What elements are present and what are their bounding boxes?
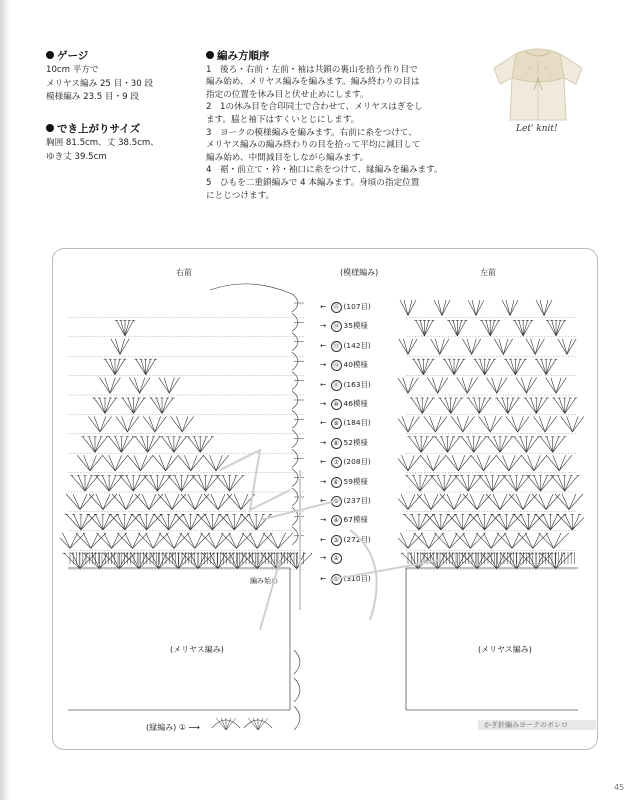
procedure-line: 2 1の休み目を合印同士で合わせて、メリヤスはぎをし: [206, 102, 423, 113]
row-count: 35模様: [343, 321, 368, 331]
stockinette-label-right: (メリヤス編み): [170, 645, 224, 654]
row-number: ⑪: [331, 380, 342, 391]
row-count: 46模様: [343, 399, 368, 408]
row-number: ⑧: [331, 438, 342, 449]
row-number: ⑥: [331, 477, 342, 488]
size-line: ゆき丈 39.5cm: [46, 151, 107, 162]
row-count: 40模様: [343, 360, 368, 370]
row-count: (208目): [343, 457, 371, 467]
arrow-right-icon: ⟶: [185, 723, 200, 732]
edging-row-number: ①: [178, 723, 186, 732]
arrow-left-icon: ←: [320, 340, 329, 350]
row-number: ④: [331, 515, 342, 526]
edging-label: [146, 722, 200, 733]
procedure-line: メリヤス編みの編み終わりの目を拾って平均に減目して: [206, 140, 421, 151]
gauge-heading: ゲージ: [57, 50, 89, 62]
arrow-right-icon: →: [320, 553, 329, 563]
row-count: (237目): [343, 496, 371, 505]
row-label: [320, 340, 371, 352]
row-label: [320, 320, 368, 332]
bullet-icon: [206, 51, 214, 59]
arrow-left-icon: ←: [320, 457, 329, 467]
row-number: ⑬: [331, 341, 342, 352]
row-number: ①: [331, 574, 342, 585]
row-label: [320, 379, 371, 391]
left-front-label: 左前: [480, 268, 496, 277]
procedure-line: 4 裾・前立て・衿・袖口に糸をつけて、縁編みを編みます。: [206, 165, 443, 176]
arrow-left-icon: ←: [320, 496, 329, 505]
row-count: (107目): [343, 302, 371, 311]
arrow-right-icon: →: [320, 515, 329, 525]
book-spine-shadow: [0, 0, 10, 800]
row-count: (142目): [343, 340, 371, 350]
row-count: (272目): [343, 534, 371, 544]
size-heading: でき上がりサイズ: [57, 123, 141, 135]
start-label: 編み始め: [250, 577, 278, 585]
row-count: 67模様: [343, 515, 368, 525]
row-label: [320, 398, 368, 410]
arrow-left-icon: ←: [320, 573, 329, 583]
row-count: 52模様: [343, 437, 368, 447]
row-number: ②: [331, 553, 342, 564]
bullet-icon: [46, 51, 54, 59]
row-count: (184目): [343, 418, 371, 428]
row-number: ⑭: [331, 321, 342, 332]
procedure-line: 3 ヨークの模様編みを編みます。右前に糸をつけて、: [206, 127, 417, 138]
row-number: ⑦: [331, 457, 342, 468]
gauge-line: メリヤス編み 25 目・30 段: [46, 78, 154, 89]
procedure-heading: 編み方順序: [217, 50, 270, 62]
arrow-right-icon: →: [320, 399, 329, 408]
size-section: [46, 123, 159, 164]
row-label: [320, 301, 371, 313]
arrow-left-icon: ←: [320, 379, 329, 389]
procedure-line: にとじつけます。: [206, 190, 275, 201]
row-count: 59模様: [343, 476, 368, 486]
footer-caption: かぎ針編みヨークのボレロ: [478, 720, 596, 730]
row-count: (163目): [343, 379, 371, 389]
photo-caption: Let' knit!: [516, 124, 558, 134]
size-line: 胸囲 81.5cm、丈 38.5cm、: [46, 138, 159, 149]
bullet-icon: [46, 124, 54, 132]
row-number: ⑩: [331, 399, 342, 410]
arrow-right-icon: →: [320, 476, 329, 486]
row-number: ⑤: [331, 496, 342, 507]
procedure-line: 5 ひもを二重鎖編みで 4 本編みます。身頃の指定位置: [206, 177, 420, 188]
gauge-line: 10cm 平方で: [46, 65, 99, 76]
gauge-line: 模様編み 23.5 目・9 段: [46, 92, 139, 103]
page-number: 45: [614, 783, 625, 792]
row-label: [320, 359, 368, 371]
row-number: ⑫: [331, 360, 342, 371]
stockinette-label-left: (メリヤス編み): [478, 645, 532, 654]
row-number: ⑨: [331, 418, 342, 429]
procedure-line: 編み始め、メリヤス編みを編みます。編み終わりの目は: [206, 77, 420, 88]
right-front-label: 右前: [176, 268, 192, 277]
procedure-line: ます。脇と袖下はすくいとじにします。: [206, 114, 360, 125]
arrow-left-icon: ←: [320, 302, 329, 311]
arrow-left-icon: ←: [320, 418, 329, 428]
row-number: ③: [331, 535, 342, 546]
arrow-right-icon: →: [320, 321, 329, 331]
watermark: [200, 410, 460, 650]
procedure-line: 編み始め、中間減目をしながら編みます。: [206, 152, 369, 163]
edging-label-text: (縁編み): [146, 723, 177, 732]
row-number: ⑮: [331, 302, 342, 313]
arrow-left-icon: ←: [320, 534, 329, 544]
edging-chart: [206, 640, 306, 750]
row-count: (310目): [343, 573, 371, 583]
procedure-line: 1 後ろ・右前・左前・袖は共鎖の裏山を拾う作り目で: [206, 64, 418, 75]
gauge-section: [46, 50, 153, 105]
procedure-line: 指定の位置を休み目と伏せ止めにします。: [206, 89, 369, 100]
arrow-right-icon: →: [320, 360, 329, 370]
pattern-title: (模様編み): [340, 268, 379, 277]
arrow-right-icon: →: [320, 437, 329, 447]
procedure-section: [206, 50, 443, 202]
